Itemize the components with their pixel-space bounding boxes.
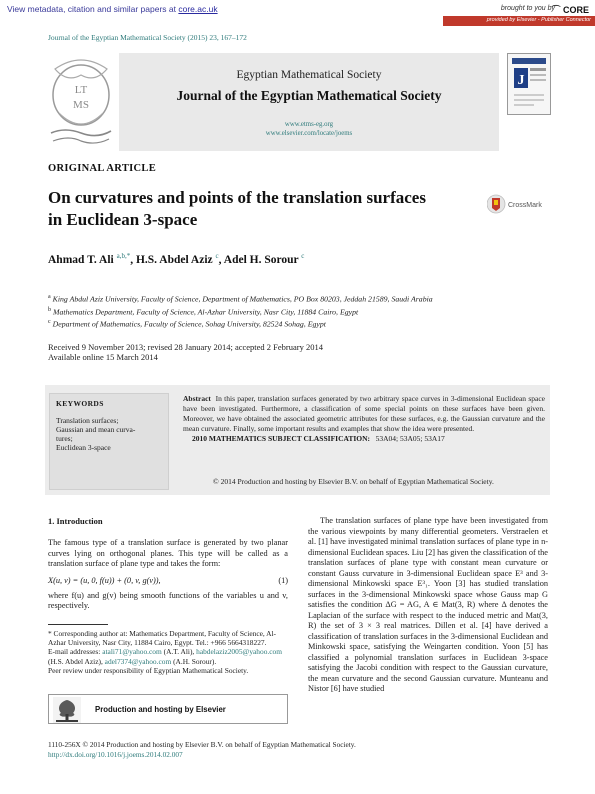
production-text: Production and hosting by Elsevier [95, 705, 226, 714]
email-link[interactable]: habdelaziz2005@yahoo.com [196, 647, 282, 657]
corresponding-author-note: * Corresponding author at: Mathematics Department, Faculty of Science, Al-Azhar University, Nasr City, 11884 Cairo, Egypt. Tel.: +966 5664318227. [48, 628, 277, 647]
society-logo [45, 53, 117, 151]
page-footer [48, 740, 356, 760]
journal-cover-thumbnail [507, 53, 551, 115]
author-affiliation-marker[interactable]: a,b,* [116, 252, 131, 260]
right-column [308, 516, 548, 695]
keyword-item: tures; [56, 434, 73, 443]
keyword-item: Gaussian and mean curva- [56, 425, 136, 434]
core-domain-link[interactable]: core.ac.uk [178, 4, 218, 14]
section-heading: 1. Introduction [48, 516, 103, 526]
crossmark-button[interactable] [487, 192, 545, 216]
abstract-copyright: © 2014 Production and hosting by Elsevier B.V. on behalf of Egyptian Mathematical Society. [213, 477, 494, 486]
lotus-logo-icon [45, 53, 117, 151]
author-list: Ahmad T. Ali $^{a,b,*}$, H.S. Abdel Aziz $^c$, Adel H. Sorour $^c$ [48, 252, 305, 266]
affiliation-item: $^c$ Department of Mathematics, Faculty of Science, Sohag University, 82524 Sohag, Egypt [48, 319, 326, 329]
journal-header [45, 53, 550, 153]
author-affiliation-marker[interactable]: c [301, 252, 305, 260]
doi-link[interactable]: http://dx.doi.org/10.1016/j.joems.2014.02.007 [48, 750, 183, 759]
right-column-paragraph: The translation surfaces of plane type have been investigated from the various viewpoints by many differential geometers. Verstraelen et al. [1] have investigated minimal translation surfaces of plane type in n-dimensional Euclidean spaces. Liu [2] has given the classification of the translation surfaces of plane type with constant mean curvature or constant Gauss curvature in 3-dimensional Euclidean space E³ and 3-dimensional Minkowski space E³₁. Yoon [3] has studied translation surfaces in the 3-dimensional Minkowski space whose Gauss map G satisfies the condition ΔG = AG, A ∈ Mat(3, R) where Δ denotes the Laplacian of the surface with respect to the induced metric and Mat(3, R) the set of 3 × 3 real matrices. Dillen et al. [4] have derived a classification of translation surfaces in the 3-dimensional Euclidean and Minkowski space, satisfying the Weingarten condition. Yoon [5] has classified a polynomial translation surfaces in Euclidean 3-space satisfying the Jacobi condition with respect to the Gaussian curvature, the mean curvature and the second Gaussian curvature. Munteanu and Nistor [6] have studied [308, 516, 548, 693]
author-name[interactable]: Ahmad T. Ali [48, 253, 114, 266]
core-metadata-link[interactable] [7, 4, 218, 14]
keywords-heading: KEYWORDS [56, 399, 104, 408]
article-dates [48, 342, 323, 362]
affiliation-list [48, 292, 433, 330]
core-logo[interactable] [551, 3, 589, 16]
left-column [48, 516, 288, 676]
msc-row [192, 434, 445, 443]
intro-paragraph: where f(u) and g(v) being smooth functions of the variables u and v, respectively. [48, 590, 288, 610]
production-box [48, 694, 288, 724]
running-head[interactable]: Journal of the Egyptian Mathematical Society (2015) 23, 167–172 [48, 33, 247, 42]
peer-review-note: Peer review under responsibility of Egyptian Mathematical Society. [48, 666, 249, 676]
title-line-2: in Euclidean 3-space [48, 210, 198, 229]
article-title [48, 187, 478, 231]
keywords-box [49, 393, 169, 490]
online-date: Available online 15 March 2014 [48, 352, 158, 362]
core-logo-text: CORE [562, 5, 589, 15]
keyword-item: Euclidean 3-space [56, 443, 111, 452]
email-footnote: E-mail addresses: atali71@yahoo.com (A.T. Ali), habdelaziz2005@yahoo.com (H.S. Abdel Aziz), adel7374@yahoo.com (A.H. Sorour). [48, 647, 282, 666]
article-type: ORIGINAL ARTICLE [48, 163, 157, 174]
journal-title-block [119, 53, 499, 151]
crossmark-icon [487, 192, 545, 216]
footnote-divider [48, 624, 108, 625]
journal-name: Journal of the Egyptian Mathematical Society [176, 88, 442, 103]
svg-text:J: J [517, 73, 525, 88]
abstract-body: In this paper, translation surfaces generated by two arbitrary space curves in 3-dimensional Euclidean space have been investigated. Furthermore, a classification of some special points on these surfaces have been given. Moreover, we have obtained the associated geometric attributes for these surfaces, e.g. the Gaussian curvature and the mean curvature. Finally, some important results and examples that show the idea were presented. [183, 394, 545, 433]
core-brought-text: brought to you by [500, 5, 555, 12]
email-link[interactable]: atali71@yahoo.com [102, 647, 162, 657]
msc-codes: 53A04; 53A05; 53A17 [375, 434, 445, 443]
affiliation-item: $^a$ King Abdul Aziz University, Faculty of Science, Department of Mathematics, PO Box 80203, Jeddah 21589, Saudi Arabia [48, 294, 433, 304]
core-link-text: View metadata, citation and similar papers at [7, 4, 176, 14]
author-affiliation-marker[interactable]: c [215, 252, 219, 260]
svg-text:LT: LT [74, 84, 88, 96]
author-name[interactable]: H.S. Abdel Aziz [135, 253, 213, 266]
email-link[interactable]: adel7374@yahoo.com [104, 656, 172, 666]
equation [48, 576, 288, 585]
journal-url[interactable]: www.etms-eg.org [284, 121, 334, 128]
intro-paragraph: The famous type of a translation surface is generated by two planar curves lying on orthogonal planes. This type will be called as a translation surface of plane type and takes the form: [48, 538, 288, 568]
elsevier-tree-icon [53, 697, 81, 723]
author-name[interactable]: Adel H. Sorour [223, 253, 299, 266]
issn-line: 1110-256X © 2014 Production and hosting by Elsevier B.V. on behalf of Egyptian Mathematical Society. [48, 740, 356, 749]
abstract-text [183, 394, 545, 434]
abstract-label: Abstract [183, 394, 211, 403]
equation-number: (1) [278, 575, 288, 585]
abstract-section [45, 385, 550, 495]
cover-image [508, 54, 550, 114]
svg-text:CrossMark: CrossMark [508, 202, 542, 209]
elsevier-url[interactable]: www.elsevier.com/locate/joems [265, 130, 353, 137]
svg-text:MS: MS [73, 99, 89, 111]
title-line-1: On curvatures and points of the translation surfaces [48, 188, 426, 207]
core-logo-icon: ⌒ [551, 5, 563, 15]
keyword-item: Translation surfaces; [56, 416, 119, 425]
affiliation-item: $^b$ Mathematics Department, Faculty of Science, Al-Azhar University, Nasr City, 11884 Cairo, Egypt [48, 306, 359, 317]
core-banner [0, 0, 595, 27]
society-name: Egyptian Mathematical Society [236, 69, 382, 81]
received-dates: Received 9 November 2013; revised 28 January 2014; accepted 2 February 2014 [48, 342, 323, 352]
msc-label: 2010 MATHEMATICS SUBJECT CLASSIFICATION: [192, 434, 371, 443]
core-provided-banner: provided by Elsevier - Publisher Connector [443, 16, 595, 26]
equation-body: X(u, v) = (u, 0, f(u)) + (0, v, g(v)), [48, 575, 161, 585]
